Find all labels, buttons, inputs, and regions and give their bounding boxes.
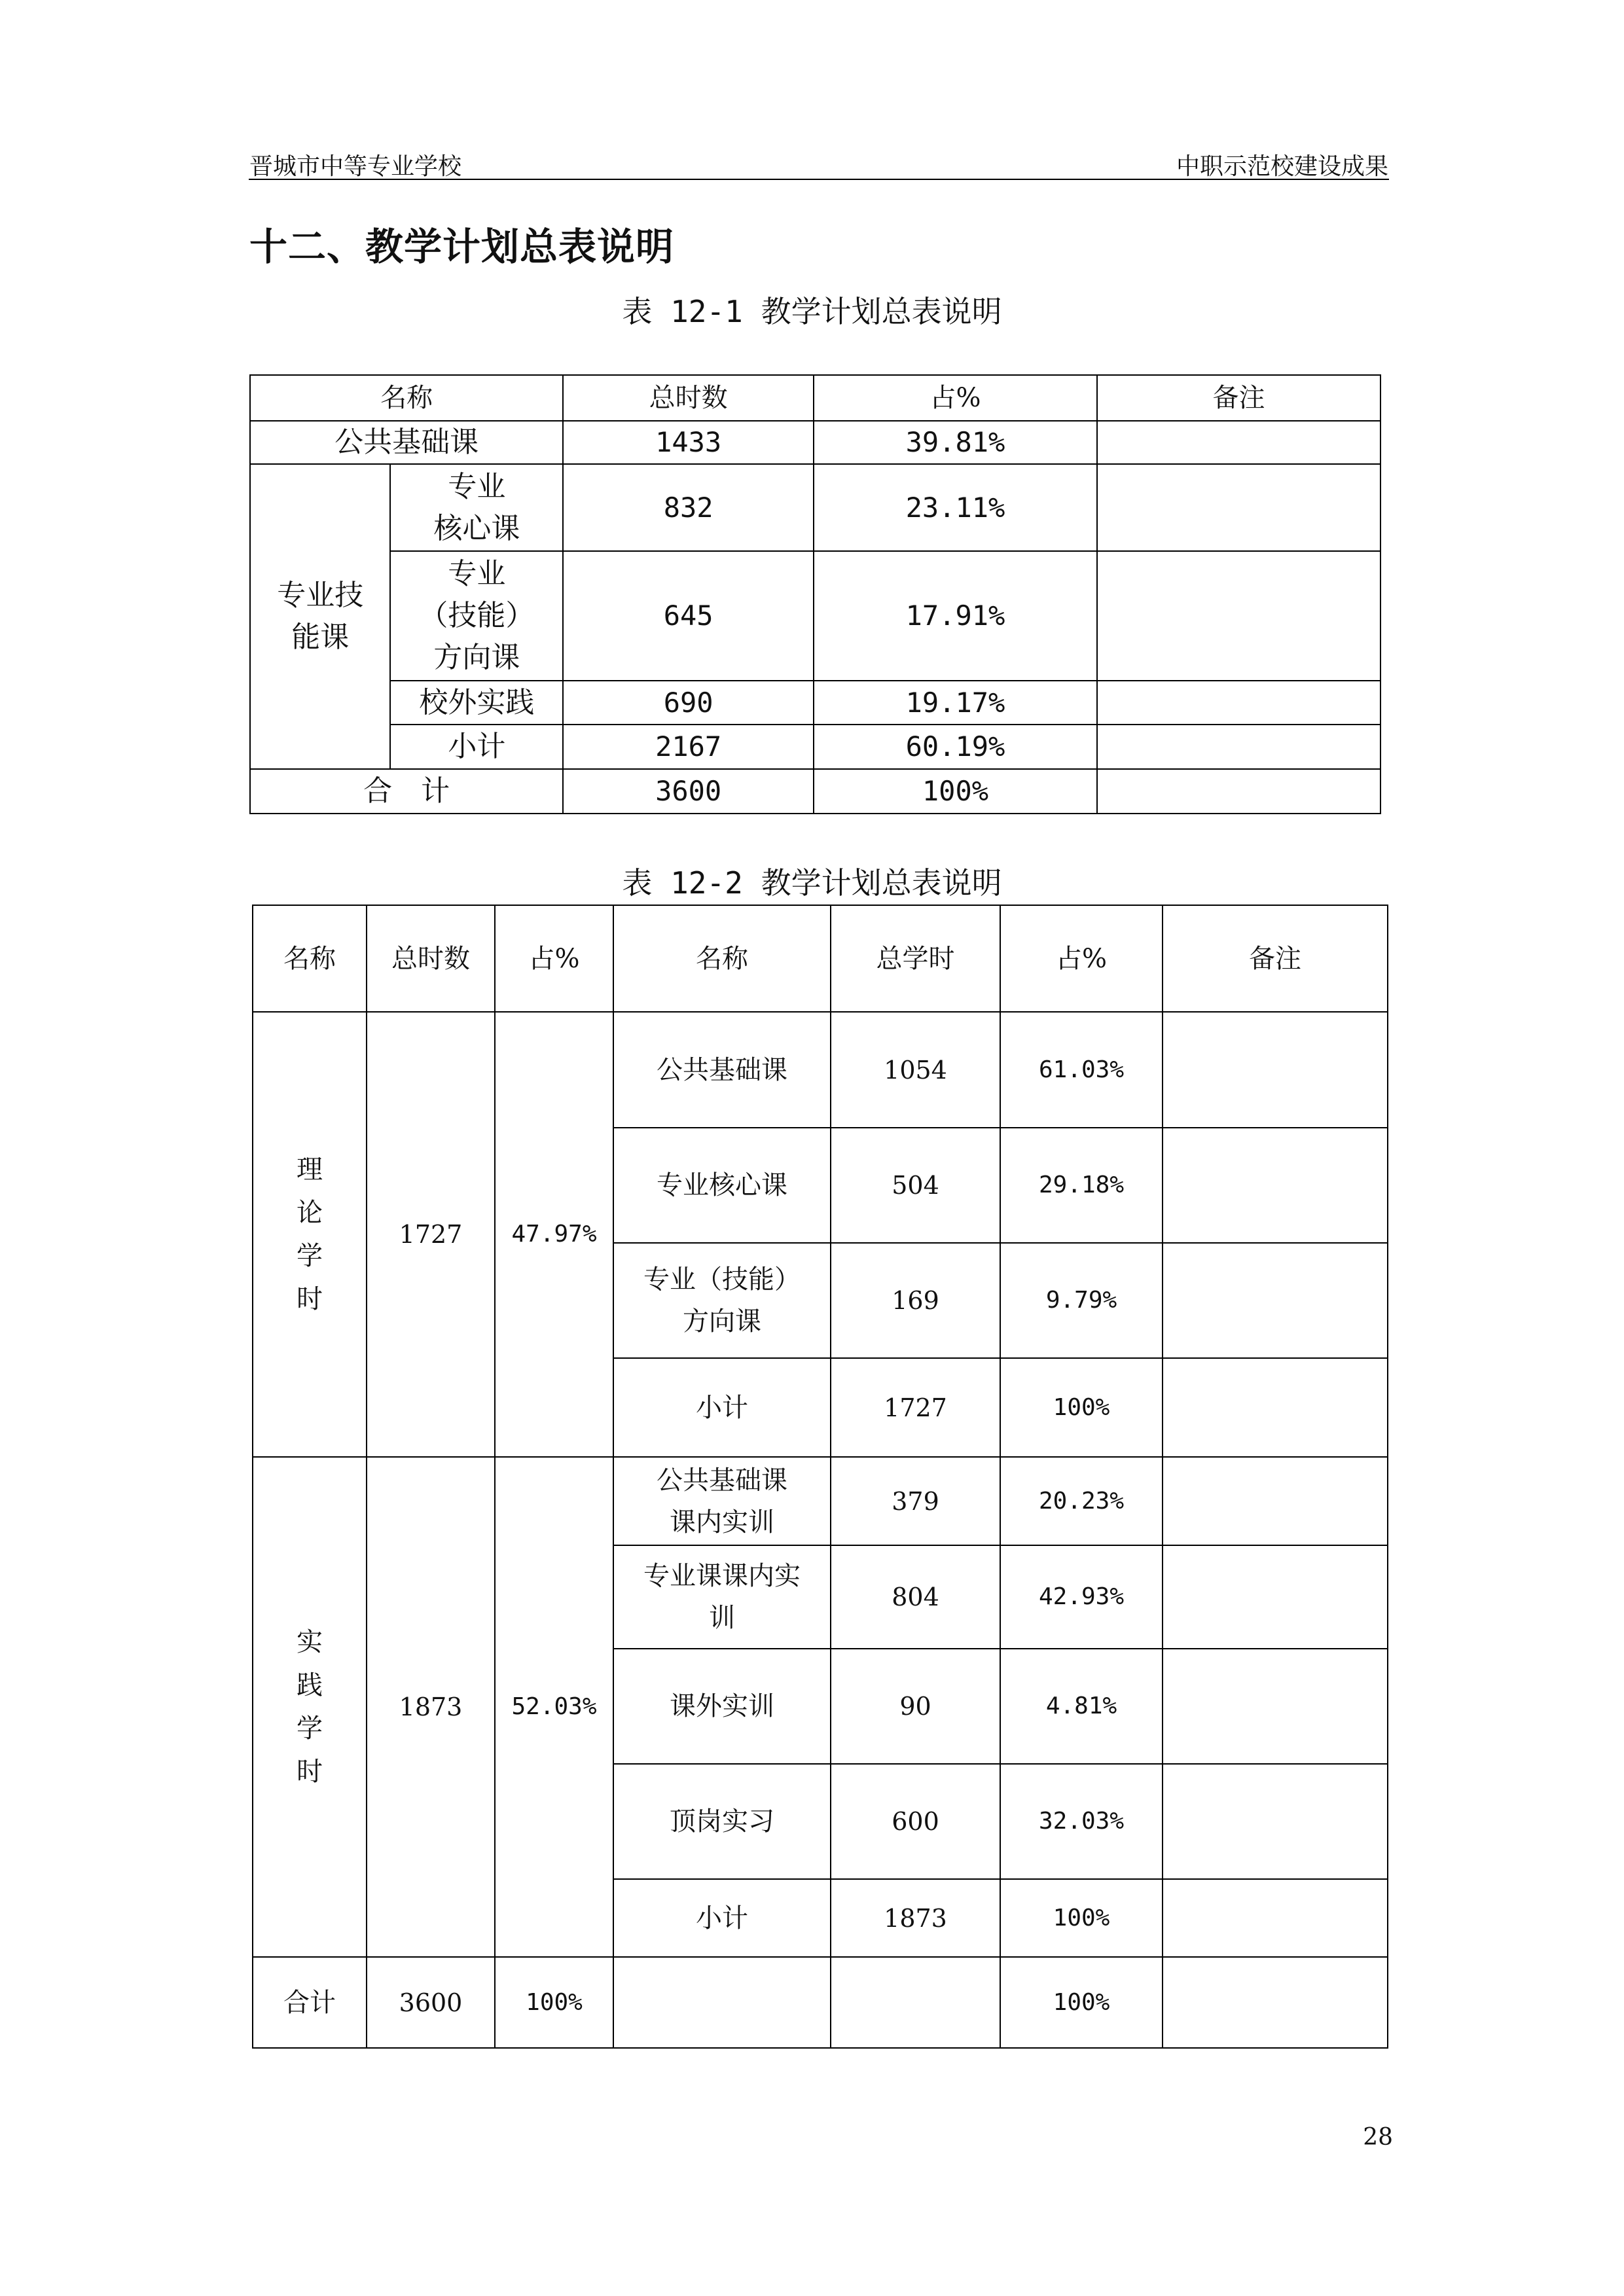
table1-cell-pct: 23.11% [814, 464, 1097, 551]
table2-course-pct: 61.03% [1000, 1012, 1163, 1128]
table2-course-name [613, 1764, 831, 1879]
table2-course-name-line1: 专业（技能） [643, 1265, 801, 1295]
table1-cell-name-line3: 方向课 [433, 641, 520, 674]
table2-total-pct: 100% [495, 1957, 613, 2048]
table2-course-pct: 100% [1000, 1879, 1163, 1957]
table2-theory-label-char: 理 [297, 1155, 323, 1185]
table1-cell-note [1097, 464, 1380, 551]
table2-course-name [613, 1128, 831, 1243]
table2-header-note: 备注 [1163, 905, 1388, 1012]
table1-row-public [250, 421, 1380, 464]
table1-cell-name-line1: 专业 [448, 557, 506, 590]
table1-row-practice [250, 681, 1380, 725]
table2-course-hours: 1873 [831, 1879, 1000, 1957]
table2-course-pct: 32.03% [1000, 1764, 1163, 1879]
table2-practice-hours: 1873 [367, 1457, 495, 1957]
table2-course-hours: 379 [831, 1457, 1000, 1545]
table1-cell-hours: 3600 [563, 769, 814, 814]
table2-practice-label-char: 实 [297, 1627, 323, 1657]
table1-caption: 表 12-1 教学计划总表说明 [622, 294, 1002, 329]
table2-course-name-line2: 训 [709, 1603, 735, 1633]
table2-note-cell [1163, 1545, 1388, 1649]
table1-cell-name [390, 551, 563, 681]
table2-theory-pct: 47.97% [495, 1012, 613, 1457]
table1-row-core [250, 464, 1380, 551]
table2-total-label: 合计 [253, 1957, 367, 2048]
table1-cell-hours: 1433 [563, 421, 814, 464]
table2-course-pct: 20.23% [1000, 1457, 1163, 1545]
table2-course-name [613, 1358, 831, 1457]
table2-empty-cell [613, 1957, 831, 2048]
table2-course-name-line1: 课外实训 [670, 1691, 774, 1721]
table2-note-cell [1163, 1457, 1388, 1545]
table1-row-total [250, 769, 1380, 814]
table2-course-pct: 9.79% [1000, 1243, 1163, 1358]
table1-cell-name: 小计 [390, 725, 563, 769]
table1-cell-pct: 39.81% [814, 421, 1097, 464]
table2-course-pct: 42.93% [1000, 1545, 1163, 1649]
table1-cell-pct: 19.17% [814, 681, 1097, 725]
table1-cell-pct: 100% [814, 769, 1097, 814]
table1-cell-pct: 17.91% [814, 551, 1097, 681]
table1-cell-note [1097, 421, 1380, 464]
table2-header-course-name: 名称 [613, 905, 831, 1012]
table2-course-name-line1: 公共基础课 [657, 1054, 787, 1085]
table1-cell-note [1097, 551, 1380, 681]
table2-course-name-line1: 小计 [696, 1903, 748, 1933]
table2-course-name-line1: 小计 [696, 1392, 748, 1423]
table2-note-cell [1163, 1764, 1388, 1879]
table2-caption: 表 12-2 教学计划总表说明 [622, 865, 1002, 901]
table1-cell-name [390, 464, 563, 551]
table2-course-hours: 504 [831, 1128, 1000, 1243]
table2-total-course-pct: 100% [1000, 1957, 1163, 2048]
table2-note-cell [1163, 1243, 1388, 1358]
table2-course-pct: 29.18% [1000, 1128, 1163, 1243]
table2-course-name [613, 1649, 831, 1764]
table2-course-name-line2: 方向课 [683, 1306, 761, 1336]
table1-header-row [250, 375, 1380, 421]
table1-row-subtotal [250, 725, 1380, 769]
table1-header-hours: 总时数 [563, 375, 814, 421]
table2-header-course-pct: 占% [1000, 905, 1163, 1012]
table1-cell-name: 公共基础课 [250, 421, 563, 464]
table1-header-note: 备注 [1097, 375, 1380, 421]
table2-note-cell [1163, 1957, 1388, 2048]
table2-practice-label-char: 学 [297, 1713, 323, 1744]
table2-theory-label-char: 时 [297, 1284, 323, 1314]
table2-theory-label-char: 学 [297, 1241, 323, 1271]
table2-course-hours: 1054 [831, 1012, 1000, 1128]
table2-header-course-hours: 总学时 [831, 905, 1000, 1012]
page-number: 28 [1363, 2124, 1393, 2151]
table1-cell-note [1097, 769, 1380, 814]
table1-group-label-line2: 能课 [291, 620, 350, 654]
table1-header-name: 名称 [250, 375, 563, 421]
table2-theory-label [253, 1012, 367, 1457]
table2-course-hours: 804 [831, 1545, 1000, 1649]
table2-course-name-line1: 专业课课内实 [643, 1561, 801, 1591]
table2-header-total-hours: 总时数 [367, 905, 495, 1012]
table2-course-name [613, 1012, 831, 1128]
table2-course-name-line2: 课内实训 [670, 1507, 774, 1537]
table1-cell-hours: 2167 [563, 725, 814, 769]
section-title: 十二、教学计划总表说明 [249, 224, 675, 269]
table2-practice-pct: 52.03% [495, 1457, 613, 1957]
table1-cell-hours: 832 [563, 464, 814, 551]
table1-cell-note [1097, 681, 1380, 725]
table2-course-name-line1: 专业核心课 [657, 1170, 787, 1200]
table2-course-name [613, 1243, 831, 1358]
table1-cell-hours: 645 [563, 551, 814, 681]
table1-group-label-line1: 专业技 [277, 579, 364, 612]
table2-course-pct: 4.81% [1000, 1649, 1163, 1764]
table2-note-cell [1163, 1879, 1388, 1957]
table2-course-name [613, 1545, 831, 1649]
table2-empty-cell [831, 1957, 1000, 2048]
table2-course-hours: 169 [831, 1243, 1000, 1358]
table1-cell-note [1097, 725, 1380, 769]
table2-course-hours: 1727 [831, 1358, 1000, 1457]
table1-cell-name-line2: 核心课 [433, 511, 520, 545]
table1-header-pct: 占% [814, 375, 1097, 421]
table2-note-cell [1163, 1012, 1388, 1128]
table2-course-name [613, 1879, 831, 1957]
table2-total-row [253, 1957, 1388, 2048]
table2-theory-label-char: 论 [297, 1198, 323, 1228]
table2-note-cell [1163, 1358, 1388, 1457]
teaching-plan-summary-table-1 [249, 374, 1381, 814]
table2-header-row [253, 905, 1388, 1012]
table2-theory-hours: 1727 [367, 1012, 495, 1457]
table1-cell-name: 校外实践 [390, 681, 563, 725]
table2-practice-label-char: 时 [297, 1757, 323, 1787]
table1-cell-name: 合 计 [250, 769, 563, 814]
table1-cell-name-line2: （技能） [419, 599, 535, 632]
table2-practice-label-char: 践 [297, 1670, 323, 1700]
teaching-plan-summary-table-2 [252, 905, 1388, 2049]
header-school-name: 晋城市中等专业学校 [249, 153, 462, 180]
table2-course-pct: 100% [1000, 1358, 1163, 1457]
table1-row-direction [250, 551, 1380, 681]
table2-note-cell [1163, 1128, 1388, 1243]
table1-group-label [250, 464, 390, 769]
header-document-title: 中职示范校建设成果 [1176, 153, 1388, 180]
header-divider [249, 179, 1389, 180]
table2-course-name-line1: 公共基础课 [657, 1465, 787, 1496]
table2-practice-label [253, 1457, 367, 1957]
table2-header-category: 名称 [253, 905, 367, 1012]
table2-total-hours: 3600 [367, 1957, 495, 2048]
table-row [253, 1012, 1388, 1128]
table1-cell-pct: 60.19% [814, 725, 1097, 769]
table2-course-name [613, 1457, 831, 1545]
table2-note-cell [1163, 1649, 1388, 1764]
table2-course-name-line1: 顶岗实习 [670, 1806, 774, 1837]
table2-course-hours: 600 [831, 1764, 1000, 1879]
table2-course-hours: 90 [831, 1649, 1000, 1764]
table2-header-pct: 占% [495, 905, 613, 1012]
table-row [253, 1457, 1388, 1545]
table1-cell-name-line1: 专业 [448, 469, 506, 503]
table1-cell-hours: 690 [563, 681, 814, 725]
